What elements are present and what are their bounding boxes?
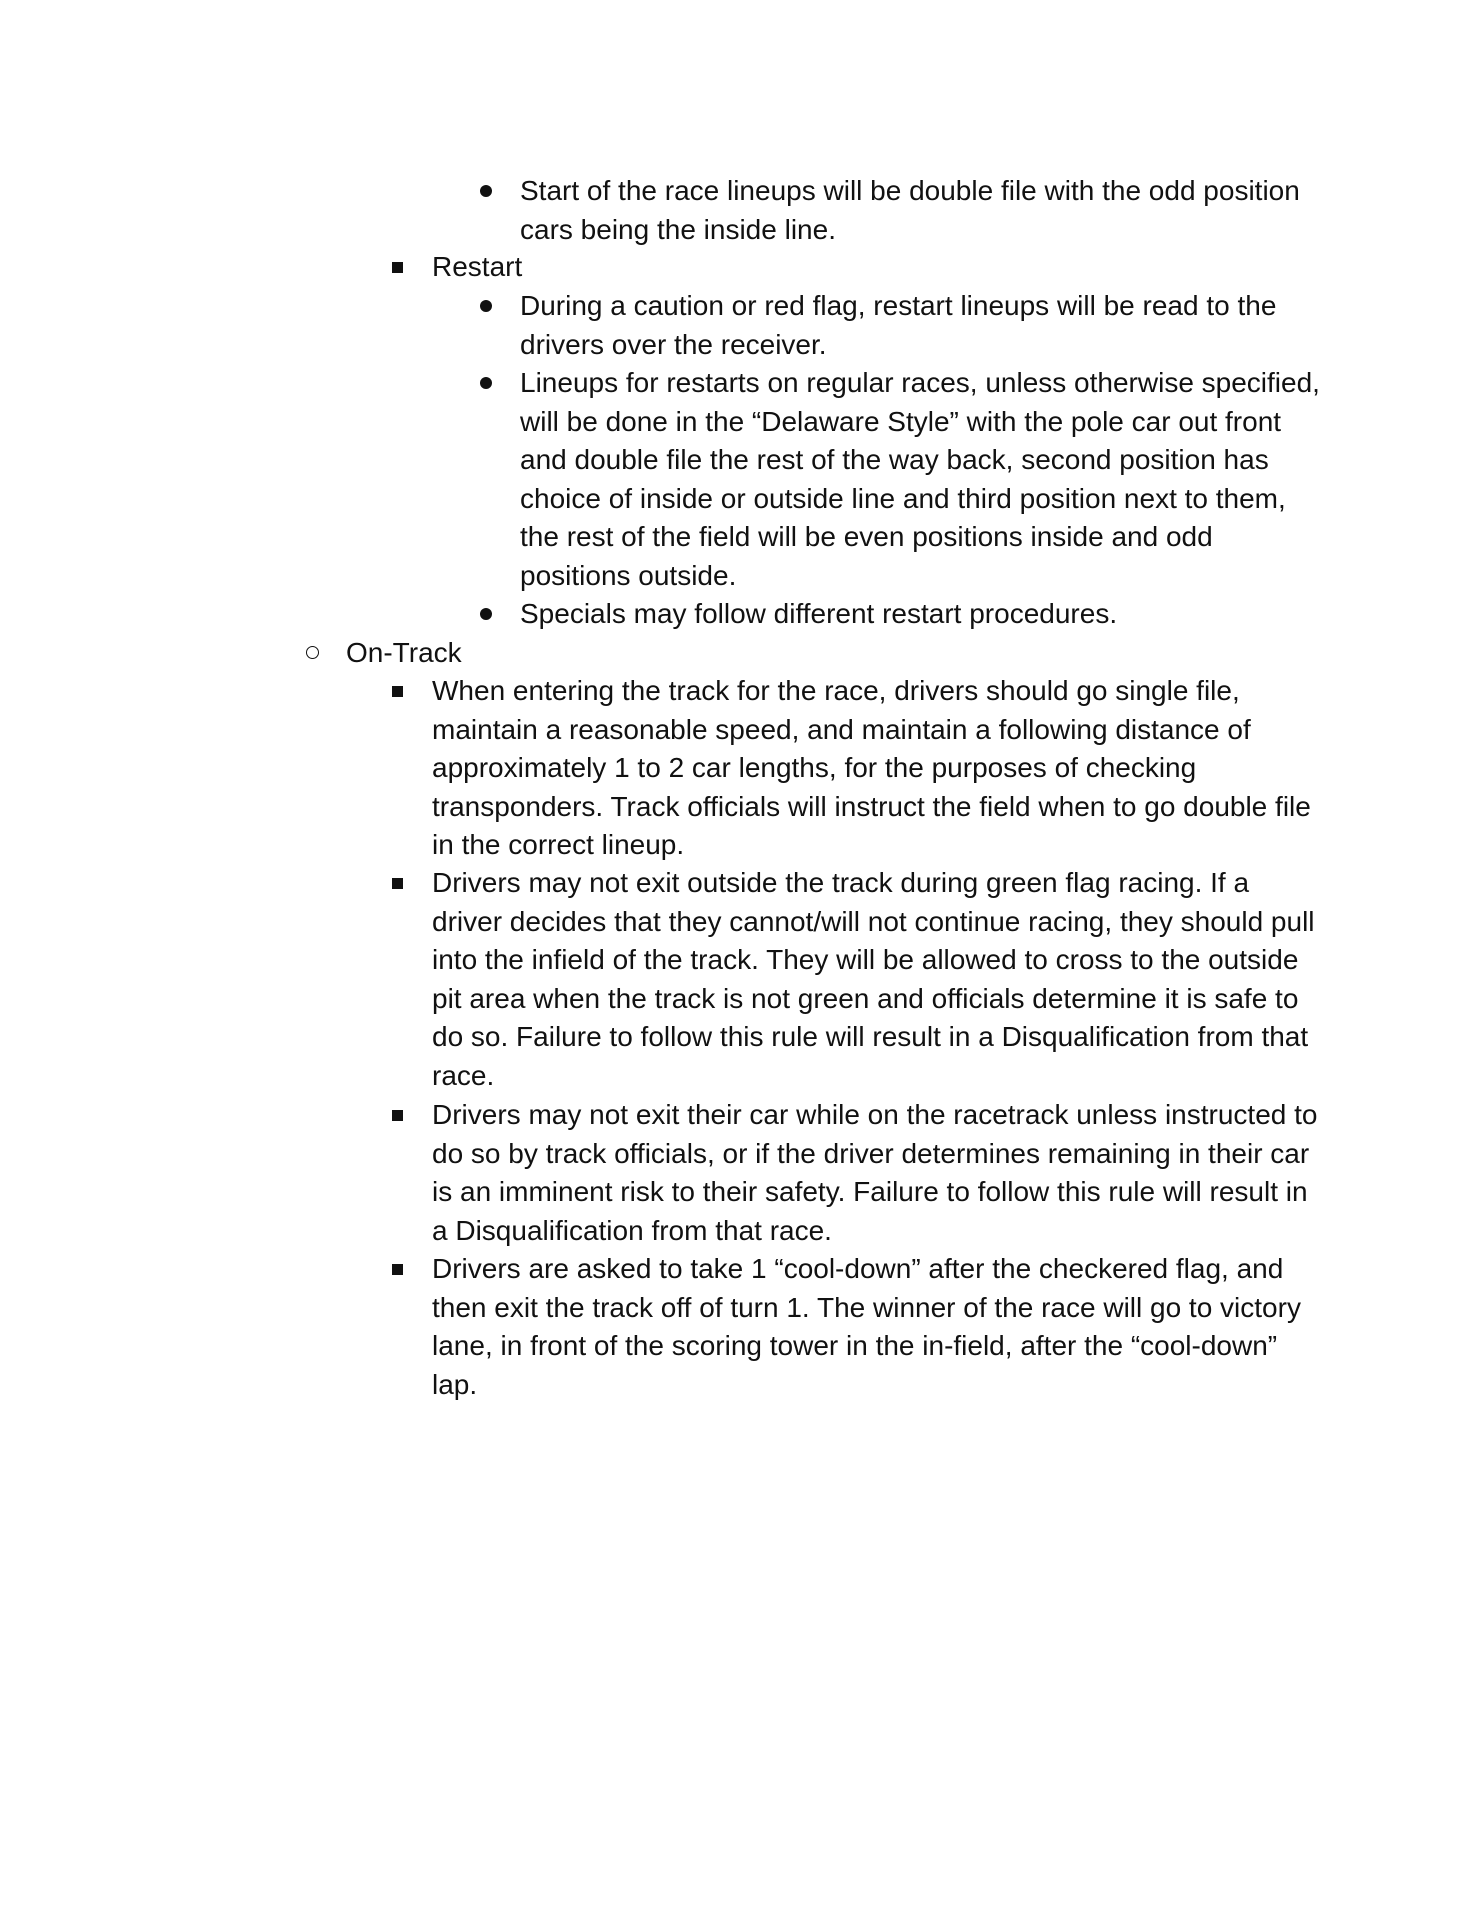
list-item [432,248,1320,287]
disc-bullet-icon [480,300,492,312]
square-bullet-icon [392,878,403,889]
list-item [346,634,1320,673]
list-item [432,864,1320,1095]
list-item [432,1250,1320,1404]
list-item [520,595,1320,634]
list-item-text: Lineups for restarts on regular races, unless otherwise specified, will be done in the “Delaware Style” with the pole car out front and double file the rest of the way back, second position has choice of inside or outside line and third position next to them, the rest of the field will be even positions inside and odd positions outside. [520,367,1320,591]
list-item-text: During a caution or red flag, restart lineups will be read to the drivers over the receiver. [520,290,1277,360]
square-bullet-icon [392,1264,403,1275]
list-item-text: Drivers may not exit their car while on the racetrack unless instructed to do so by track officials, or if the driver determines remaining in their car is an imminent risk to their safety. Failure to follow this rule will result in a Disqualification from that race. [432,1099,1318,1246]
list-item-text: Drivers may not exit outside the track during green flag racing. If a driver decides that they cannot/will not continue racing, they should pull into the infield of the track. They will be allowed to cross to the outside pit area when the track is not green and officials determine it is safe to do so. Failure to follow this rule will result in a Disqualification from that race. [432,867,1315,1091]
list-item [520,172,1320,249]
disc-bullet-icon [480,185,492,197]
list-item [432,1096,1320,1250]
list-item-text: When entering the track for the race, drivers should go single file, maintain a reasonable speed, and maintain a following distance of approximately 1 to 2 car lengths, for the purposes of checking transponders. Track officials will instruct the field when to go double file in the correct lineup. [432,675,1311,860]
square-bullet-icon [392,1110,403,1121]
list-item-text: Drivers are asked to take 1 “cool-down” after the checkered flag, and then exit the track off of turn 1. The winner of the race will go to victory lane, in front of the scoring tower in the in-field, after the “cool-down” lap. [432,1253,1301,1400]
square-bullet-icon [392,262,403,273]
list-item-text: Start of the race lineups will be double file with the odd position cars being the inside line. [520,175,1300,245]
list-item-text: Specials may follow different restart procedures. [520,598,1118,629]
hollow-circle-bullet-icon [306,646,319,659]
list-item-text: On-Track [346,637,462,668]
list-item [520,287,1320,364]
list-item [432,672,1320,865]
disc-bullet-icon [480,608,492,620]
square-bullet-icon [392,686,403,697]
list-item [520,364,1320,595]
list-item-text: Restart [432,251,523,282]
disc-bullet-icon [480,377,492,389]
